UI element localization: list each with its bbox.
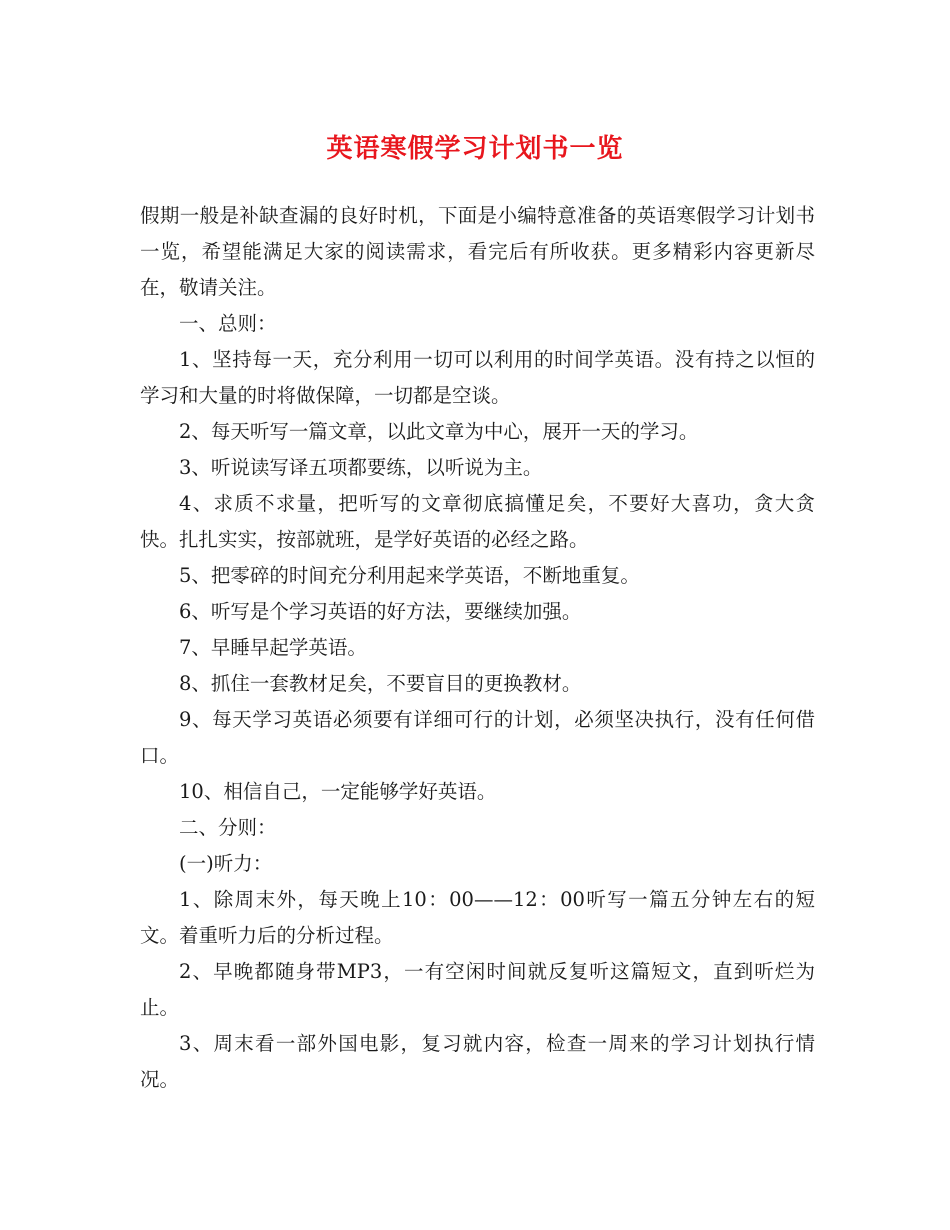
listening-rule-item: 3、周末看一部外国电影，复习就内容，检查一周来的学习计划执行情况。 [140, 1032, 815, 1091]
section-heading-general: 一、总则： [179, 312, 277, 335]
document-title: 英语寒假学习计划书一览 [326, 134, 624, 164]
general-rule-item: 2、每天听写一篇文章，以此文章为中心，展开一天的学习。 [179, 420, 699, 443]
general-rule-item: 8、抓住一套教材足矣，不要盲目的更换教材。 [179, 672, 582, 695]
general-rule-item: 10、相信自己，一定能够学好英语。 [179, 780, 497, 803]
section-heading-detailed: 二、分则： [179, 816, 277, 839]
listening-rule-item: 2、早晚都随身带MP3，一有空闲时间就反复听这篇短文，直到听烂为止。 [140, 960, 815, 1019]
general-rule-item: 7、早睡早起学英语。 [179, 636, 367, 659]
general-rule-item: 3、听说读写译五项都要练，以听说为主。 [179, 456, 543, 479]
subsection-heading-listening: (一)听力： [179, 852, 273, 875]
general-rule-item: 5、把零碎的时间充分利用起来学英语，不断地重复。 [179, 564, 640, 587]
general-rule-item: 9、每天学习英语必须要有详细可行的计划，必须坚决执行，没有任何借口。 [140, 708, 815, 767]
document-body [140, 198, 815, 1098]
general-rule-item: 4、求质不求量，把听写的文章彻底搞懂足矣，不要好大喜功，贪大贪快。扎扎实实，按部就班，是学好英语的必经之路。 [140, 492, 815, 551]
general-rule-item: 6、听写是个学习英语的好方法，要继续加强。 [179, 600, 582, 623]
listening-rule-item: 1、除周末外，每天晚上10：00——12：00听写一篇五分钟左右的短文。着重听力后的分析过程。 [140, 888, 815, 947]
general-rule-item: 1、坚持每一天，充分利用一切可以利用的时间学英语。没有持之以恒的学习和大量的时将做保障，一切都是空谈。 [140, 348, 815, 407]
intro-paragraph: 假期一般是补缺查漏的良好时机，下面是小编特意准备的英语寒假学习计划书一览，希望能满足大家的阅读需求，看完后有所收获。更多精彩内容更新尽在，敬请关注。 [140, 204, 815, 299]
